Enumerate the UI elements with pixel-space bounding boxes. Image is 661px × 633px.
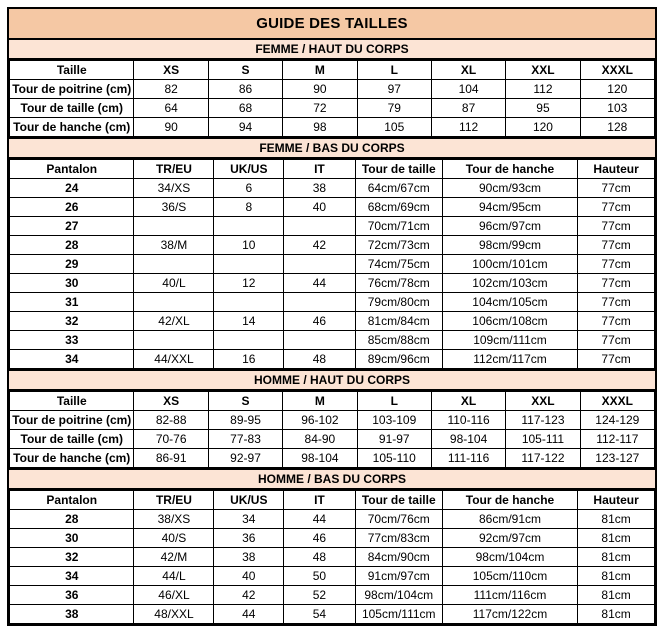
header-cell: XXXL (580, 392, 654, 411)
table-row (10, 293, 655, 312)
table-cell: 105cm/111cm (355, 605, 442, 624)
header-cell: UK/US (214, 160, 284, 179)
header-cell: XS (134, 392, 208, 411)
table-cell: 94cm/95cm (442, 198, 577, 217)
table-cell (134, 331, 214, 350)
header-cell: L (357, 392, 431, 411)
table-cell: 76cm/78cm (355, 274, 442, 293)
table-cell: 98cm/104cm (355, 586, 442, 605)
table-cell: 89cm/96cm (355, 350, 442, 369)
header-cell: TR/EU (134, 491, 214, 510)
table-cell (284, 293, 356, 312)
header-cell: XL (431, 61, 505, 80)
table-cell: 44 (214, 605, 284, 624)
table-cell: 81cm/84cm (355, 312, 442, 331)
section-table (9, 60, 655, 137)
table-cell: 48 (284, 548, 356, 567)
section-heading: HOMME / HAUT DU CORPS (9, 369, 655, 391)
table-cell: 34 (214, 510, 284, 529)
header-cell: XXL (506, 392, 580, 411)
table-cell: 42/M (134, 548, 214, 567)
table-cell: 46 (284, 312, 356, 331)
table-cell: 111cm/116cm (442, 586, 577, 605)
table-cell: 120 (580, 80, 654, 99)
table-cell: 44/XXL (134, 350, 214, 369)
page-title: GUIDE DES TAILLES (9, 9, 655, 38)
table-cell: 95 (506, 99, 580, 118)
table-cell: 117cm/122cm (442, 605, 577, 624)
header-cell: L (357, 61, 431, 80)
table-cell: 64 (134, 99, 208, 118)
section-heading: FEMME / BAS DU CORPS (9, 137, 655, 159)
header-row (10, 392, 655, 411)
header-cell: S (208, 61, 282, 80)
table-cell: 103-109 (357, 411, 431, 430)
table-cell: 81cm (578, 567, 655, 586)
table-row (10, 99, 655, 118)
table-cell: 40 (214, 567, 284, 586)
table-cell (134, 217, 214, 236)
table-cell (284, 331, 356, 350)
table-cell: 38/M (134, 236, 214, 255)
row-label-cell: 33 (10, 331, 134, 350)
header-cell: IT (284, 491, 356, 510)
header-cell: Tour de taille (355, 491, 442, 510)
row-label-cell: 26 (10, 198, 134, 217)
table-cell: 91cm/97cm (355, 567, 442, 586)
table-cell: 98cm/99cm (442, 236, 577, 255)
table-cell: 38 (214, 548, 284, 567)
table-cell: 38 (284, 179, 356, 198)
table-cell: 98 (283, 118, 357, 137)
row-label-cell: 36 (10, 586, 134, 605)
table-cell: 96cm/97cm (442, 217, 577, 236)
table-cell: 109cm/111cm (442, 331, 577, 350)
table-cell: 117-123 (506, 411, 580, 430)
table-cell: 46/XL (134, 586, 214, 605)
table-cell: 72cm/73cm (355, 236, 442, 255)
table-cell: 81cm (578, 586, 655, 605)
table-cell: 48/XXL (134, 605, 214, 624)
table-cell: 112 (506, 80, 580, 99)
header-row (10, 160, 655, 179)
row-label-cell: 29 (10, 255, 134, 274)
table-cell: 112 (431, 118, 505, 137)
header-cell: XS (134, 61, 208, 80)
table-cell (214, 331, 284, 350)
header-row (10, 61, 655, 80)
header-cell: Tour de hanche (442, 491, 577, 510)
table-cell: 79cm/80cm (355, 293, 442, 312)
table-cell: 102cm/103cm (442, 274, 577, 293)
table-row (10, 586, 655, 605)
table-cell: 38/XS (134, 510, 214, 529)
table-cell: 74cm/75cm (355, 255, 442, 274)
row-label-cell: Tour de taille (cm) (10, 99, 134, 118)
table-cell: 128 (580, 118, 654, 137)
table-cell: 77cm (578, 255, 655, 274)
table-cell: 82 (134, 80, 208, 99)
table-cell: 81cm (578, 529, 655, 548)
table-cell: 14 (214, 312, 284, 331)
table-cell: 104 (431, 80, 505, 99)
header-cell: S (208, 392, 282, 411)
table-cell: 103 (580, 99, 654, 118)
table-cell: 112-117 (580, 430, 654, 449)
header-cell: Hauteur (578, 491, 655, 510)
row-label-cell: Tour de poitrine (cm) (10, 411, 134, 430)
table-row (10, 605, 655, 624)
row-label-cell: 28 (10, 236, 134, 255)
table-cell: 77cm (578, 350, 655, 369)
row-label-cell: Tour de poitrine (cm) (10, 80, 134, 99)
table-cell: 54 (284, 605, 356, 624)
table-cell: 97 (357, 80, 431, 99)
table-cell: 105-111 (506, 430, 580, 449)
table-cell: 10 (214, 236, 284, 255)
table-cell: 81cm (578, 548, 655, 567)
table-row (10, 548, 655, 567)
table-cell: 40 (284, 198, 356, 217)
table-cell: 123-127 (580, 449, 654, 468)
table-cell: 42 (214, 586, 284, 605)
table-cell: 40/L (134, 274, 214, 293)
table-cell (134, 255, 214, 274)
table-row (10, 255, 655, 274)
table-row (10, 567, 655, 586)
table-cell: 12 (214, 274, 284, 293)
table-cell (214, 217, 284, 236)
table-cell: 77cm (578, 293, 655, 312)
table-row (10, 510, 655, 529)
table-cell: 81cm (578, 510, 655, 529)
table-cell: 86 (208, 80, 282, 99)
table-row (10, 274, 655, 293)
size-guide-table (7, 7, 657, 626)
table-cell: 77cm (578, 236, 655, 255)
table-cell: 86-91 (134, 449, 208, 468)
row-label-cell: 30 (10, 274, 134, 293)
header-cell: XL (431, 392, 505, 411)
table-cell: 90 (134, 118, 208, 137)
row-label-cell: Tour de taille (cm) (10, 430, 134, 449)
table-cell (284, 255, 356, 274)
header-cell: Taille (10, 392, 134, 411)
table-cell: 124-129 (580, 411, 654, 430)
table-cell: 42/XL (134, 312, 214, 331)
table-cell: 117-122 (506, 449, 580, 468)
header-cell: TR/EU (134, 160, 214, 179)
table-cell: 77cm (578, 179, 655, 198)
row-label-cell: 38 (10, 605, 134, 624)
table-cell: 77-83 (208, 430, 282, 449)
row-label-cell: 32 (10, 312, 134, 331)
table-cell: 8 (214, 198, 284, 217)
header-cell: Pantalon (10, 491, 134, 510)
table-cell: 100cm/101cm (442, 255, 577, 274)
row-label-cell: 28 (10, 510, 134, 529)
table-row (10, 80, 655, 99)
table-cell: 44/L (134, 567, 214, 586)
header-cell: XXL (506, 61, 580, 80)
table-cell: 68cm/69cm (355, 198, 442, 217)
table-cell (134, 293, 214, 312)
row-label-cell: 34 (10, 350, 134, 369)
header-cell: Hauteur (578, 160, 655, 179)
table-cell: 84cm/90cm (355, 548, 442, 567)
table-cell: 104cm/105cm (442, 293, 577, 312)
table-cell: 77cm (578, 198, 655, 217)
table-cell: 42 (284, 236, 356, 255)
table-row (10, 449, 655, 468)
header-cell: Pantalon (10, 160, 134, 179)
table-row (10, 430, 655, 449)
table-cell: 70cm/71cm (355, 217, 442, 236)
table-cell: 77cm (578, 331, 655, 350)
table-row (10, 179, 655, 198)
table-cell: 6 (214, 179, 284, 198)
header-cell: M (283, 392, 357, 411)
table-cell: 68 (208, 99, 282, 118)
table-row (10, 236, 655, 255)
row-label-cell: Tour de hanche (cm) (10, 449, 134, 468)
table-cell: 48 (284, 350, 356, 369)
table-cell: 91-97 (357, 430, 431, 449)
table-cell: 70-76 (134, 430, 208, 449)
table-cell: 85cm/88cm (355, 331, 442, 350)
table-row (10, 118, 655, 137)
row-label-cell: 27 (10, 217, 134, 236)
row-label-cell: 32 (10, 548, 134, 567)
table-row (10, 529, 655, 548)
table-row (10, 198, 655, 217)
section-table (9, 490, 655, 624)
table-cell (214, 255, 284, 274)
table-cell: 105cm/110cm (442, 567, 577, 586)
table-cell: 111-116 (431, 449, 505, 468)
table-cell: 16 (214, 350, 284, 369)
header-row (10, 491, 655, 510)
row-label-cell: Tour de hanche (cm) (10, 118, 134, 137)
table-cell: 70cm/76cm (355, 510, 442, 529)
table-cell: 112cm/117cm (442, 350, 577, 369)
table-cell: 72 (283, 99, 357, 118)
table-cell: 79 (357, 99, 431, 118)
header-cell: M (283, 61, 357, 80)
table-cell: 110-116 (431, 411, 505, 430)
table-cell: 90cm/93cm (442, 179, 577, 198)
row-label-cell: 30 (10, 529, 134, 548)
header-cell: Tour de hanche (442, 160, 577, 179)
table-cell: 82-88 (134, 411, 208, 430)
table-cell: 77cm/83cm (355, 529, 442, 548)
table-cell: 81cm (578, 605, 655, 624)
header-cell: Tour de taille (355, 160, 442, 179)
table-row (10, 411, 655, 430)
table-cell: 105 (357, 118, 431, 137)
table-cell (214, 293, 284, 312)
table-cell: 98cm/104cm (442, 548, 577, 567)
table-cell: 36/S (134, 198, 214, 217)
table-row (10, 350, 655, 369)
section-heading: HOMME / BAS DU CORPS (9, 468, 655, 490)
table-cell: 89-95 (208, 411, 282, 430)
table-cell: 77cm (578, 312, 655, 331)
sections-container (9, 38, 655, 624)
table-row (10, 312, 655, 331)
table-cell: 98-104 (283, 449, 357, 468)
table-cell: 94 (208, 118, 282, 137)
table-cell: 64cm/67cm (355, 179, 442, 198)
row-label-cell: 34 (10, 567, 134, 586)
header-cell: IT (284, 160, 356, 179)
section-heading: FEMME / HAUT DU CORPS (9, 38, 655, 60)
row-label-cell: 31 (10, 293, 134, 312)
table-cell: 90 (283, 80, 357, 99)
table-cell: 92-97 (208, 449, 282, 468)
table-cell: 50 (284, 567, 356, 586)
table-cell: 92cm/97cm (442, 529, 577, 548)
table-cell: 98-104 (431, 430, 505, 449)
table-cell: 84-90 (283, 430, 357, 449)
table-cell: 36 (214, 529, 284, 548)
header-cell: UK/US (214, 491, 284, 510)
table-cell: 106cm/108cm (442, 312, 577, 331)
table-cell: 96-102 (283, 411, 357, 430)
table-cell: 86cm/91cm (442, 510, 577, 529)
table-cell: 105-110 (357, 449, 431, 468)
section-table (9, 391, 655, 468)
header-cell: Taille (10, 61, 134, 80)
table-cell: 40/S (134, 529, 214, 548)
table-cell: 77cm (578, 217, 655, 236)
table-cell: 46 (284, 529, 356, 548)
table-cell: 44 (284, 510, 356, 529)
table-cell: 52 (284, 586, 356, 605)
row-label-cell: 24 (10, 179, 134, 198)
table-cell: 34/XS (134, 179, 214, 198)
table-cell (284, 217, 356, 236)
table-cell: 77cm (578, 274, 655, 293)
table-row (10, 217, 655, 236)
table-cell: 120 (506, 118, 580, 137)
header-cell: XXXL (580, 61, 654, 80)
section-table (9, 159, 655, 369)
table-cell: 87 (431, 99, 505, 118)
table-row (10, 331, 655, 350)
table-cell: 44 (284, 274, 356, 293)
